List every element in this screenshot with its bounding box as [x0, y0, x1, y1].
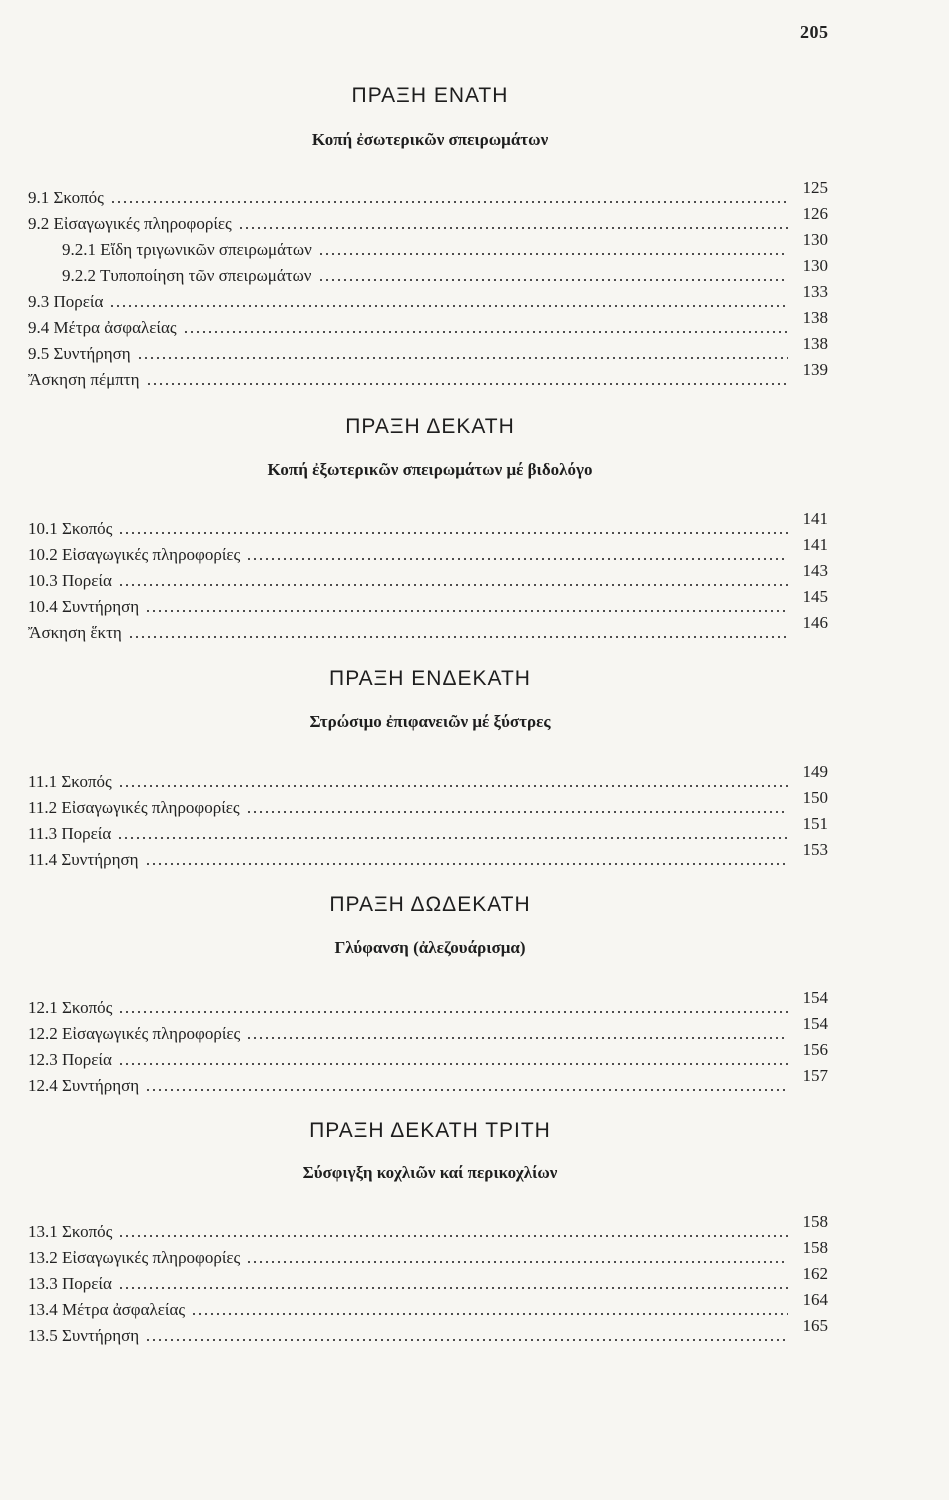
leader-dots	[246, 810, 788, 814]
entry-label: 10.3 Πορεία	[28, 571, 112, 590]
entry-page: 130	[802, 256, 828, 275]
leader-dots	[118, 1010, 788, 1014]
toc-entry[interactable]	[28, 360, 828, 390]
leader-dots	[118, 1286, 788, 1290]
entry-label: 9.3 Πορεία	[28, 292, 104, 311]
toc-entry[interactable]	[28, 1014, 828, 1044]
entry-label: 11.4 Συντήρηση	[28, 850, 139, 869]
entry-label: 10.4 Συντήρηση	[28, 597, 140, 616]
entry-page: 146	[802, 613, 828, 632]
toc-entry[interactable]	[28, 308, 828, 338]
leader-dots	[318, 252, 788, 256]
entry-page: 165	[802, 1316, 828, 1335]
leader-dots	[146, 382, 788, 386]
section-title: ΠΡΑΞΗ ΕΝΑΤΗ	[351, 84, 509, 107]
toc-entry[interactable]	[28, 1264, 828, 1294]
entry-label: 12.2 Εἰσαγωγικές πληροφορίες	[28, 1024, 241, 1043]
toc-entry[interactable]	[28, 535, 828, 565]
section-title: ΠΡΑΞΗ ΔΩΔΕΚΑΤΗ	[329, 893, 531, 916]
toc-entry[interactable]	[62, 256, 828, 286]
entry-label: Ἄσκηση ἕκτη	[28, 623, 122, 642]
entry-label: 12.1 Σκοπός	[28, 998, 113, 1017]
entry-page: 133	[802, 282, 828, 301]
leader-dots	[118, 531, 788, 535]
toc-entry[interactable]	[28, 334, 828, 364]
entry-label: 11.1 Σκοπός	[28, 772, 112, 791]
leader-dots	[246, 1260, 788, 1264]
entry-label: 9.1 Σκοπός	[28, 188, 104, 207]
toc-entry[interactable]	[28, 1040, 828, 1070]
entry-label: 12.3 Πορεία	[28, 1050, 112, 1069]
entry-page: 130	[802, 230, 828, 249]
toc-entry[interactable]	[28, 814, 828, 844]
entry-page: 125	[802, 178, 828, 197]
toc-entry[interactable]	[28, 1290, 828, 1320]
leader-dots	[118, 583, 788, 587]
entry-page: 149	[802, 762, 828, 781]
section-subtitle: Κοπή ἐξωτερικῶν σπειρωμάτων μέ βιδολόγο	[267, 460, 593, 479]
entry-page: 164	[802, 1290, 828, 1309]
entry-label: 13.3 Πορεία	[28, 1274, 112, 1293]
toc-entry[interactable]	[28, 988, 828, 1018]
toc-entry[interactable]	[28, 282, 828, 312]
leader-dots	[145, 609, 788, 613]
entry-page: 143	[802, 561, 828, 580]
toc-entry[interactable]	[28, 1066, 828, 1096]
entry-label: 9.2 Εἰσαγωγικές πληροφορίες	[28, 214, 232, 233]
section-subtitle: Σύσφιγξη κοχλιῶν καί περικοχλίων	[302, 1163, 558, 1182]
entry-page: 141	[802, 509, 828, 528]
leader-dots	[128, 635, 788, 639]
entry-label: 9.5 Συντήρηση	[28, 344, 131, 363]
entry-page: 150	[802, 788, 828, 807]
section-subtitle: Στρώσιμο ἐπιφανειῶν μέ ξύστρες	[309, 712, 551, 731]
toc-entry[interactable]	[28, 1316, 828, 1346]
section-subtitle: Κοπή ἐσωτερικῶν σπειρωμάτων	[311, 130, 549, 149]
entry-page: 162	[802, 1264, 828, 1283]
entry-page: 158	[802, 1238, 828, 1257]
entry-page: 157	[802, 1066, 828, 1085]
entry-page: 154	[802, 1014, 828, 1033]
toc-entry[interactable]	[62, 230, 828, 260]
leader-dots	[238, 226, 788, 230]
leader-dots	[246, 557, 788, 561]
entry-label: 13.2 Εἰσαγωγικές πληροφορίες	[28, 1248, 241, 1267]
leader-dots	[318, 278, 789, 282]
entry-page: 138	[802, 308, 828, 327]
entry-label: 9.4 Μέτρα ἀσφαλείας	[28, 318, 177, 337]
toc-entry[interactable]	[28, 561, 828, 591]
entry-page: 145	[802, 587, 828, 606]
entry-page: 139	[802, 360, 828, 379]
leader-dots	[145, 1338, 788, 1342]
entry-page: 138	[802, 334, 828, 353]
leader-dots	[137, 356, 788, 360]
entry-label: 9.2.1 Εἴδη τριγωνικῶν σπειρωμάτων	[62, 240, 312, 259]
entry-label: 13.5 Συντήρηση	[28, 1326, 140, 1345]
toc-entry[interactable]	[28, 788, 828, 818]
toc-entry[interactable]	[28, 840, 828, 870]
section-title: ΠΡΑΞΗ ΔΕΚΑΤΗ	[345, 415, 515, 438]
entry-label: 13.1 Σκοπός	[28, 1222, 113, 1241]
toc-entry[interactable]	[28, 587, 828, 617]
entry-page: 151	[802, 814, 828, 833]
leader-dots	[118, 784, 788, 788]
page-number: 205	[800, 22, 829, 42]
entry-page: 141	[802, 535, 828, 554]
entry-label: 11.3 Πορεία	[28, 824, 112, 843]
leader-dots	[183, 330, 788, 334]
entry-label: 11.2 Εἰσαγωγικές πληροφορίες	[28, 798, 240, 817]
section-title: ΠΡΑΞΗ ΔΕΚΑΤΗ ΤΡΙΤΗ	[309, 1119, 551, 1142]
entry-label: 10.1 Σκοπός	[28, 519, 113, 538]
leader-dots	[109, 304, 788, 308]
toc-entry[interactable]	[28, 509, 828, 539]
leader-dots	[145, 862, 788, 866]
section-title: ΠΡΑΞΗ ΕΝΔΕΚΑΤΗ	[329, 667, 531, 690]
entry-label: 12.4 Συντήρηση	[28, 1076, 140, 1095]
leader-dots	[191, 1312, 788, 1316]
entry-page: 153	[802, 840, 828, 859]
entry-label: 13.4 Μέτρα ἀσφαλείας	[28, 1300, 186, 1319]
toc-entry[interactable]	[28, 762, 828, 792]
entry-label: 9.2.2 Τυποποίηση τῶν σπειρωμάτων	[62, 266, 312, 285]
entry-page: 126	[802, 204, 828, 223]
leader-dots	[246, 1036, 788, 1040]
leader-dots	[110, 200, 788, 204]
entry-page: 154	[802, 988, 828, 1007]
toc-entry[interactable]	[28, 178, 828, 208]
leader-dots	[145, 1088, 788, 1092]
entry-label: Ἄσκηση πέμπτη	[28, 370, 140, 389]
leader-dots	[118, 1062, 788, 1066]
toc-entry[interactable]	[28, 613, 828, 643]
entry-label: 10.2 Εἰσαγωγικές πληροφορίες	[28, 545, 241, 564]
leader-dots	[117, 836, 788, 840]
toc-entry[interactable]	[28, 1212, 828, 1242]
entry-page: 158	[802, 1212, 828, 1231]
section-subtitle: Γλύφανση (ἀλεζουάρισμα)	[334, 938, 526, 957]
toc-entry[interactable]	[28, 1238, 828, 1268]
leader-dots	[118, 1234, 788, 1238]
toc-entry[interactable]	[28, 204, 828, 234]
entry-page: 156	[802, 1040, 828, 1059]
